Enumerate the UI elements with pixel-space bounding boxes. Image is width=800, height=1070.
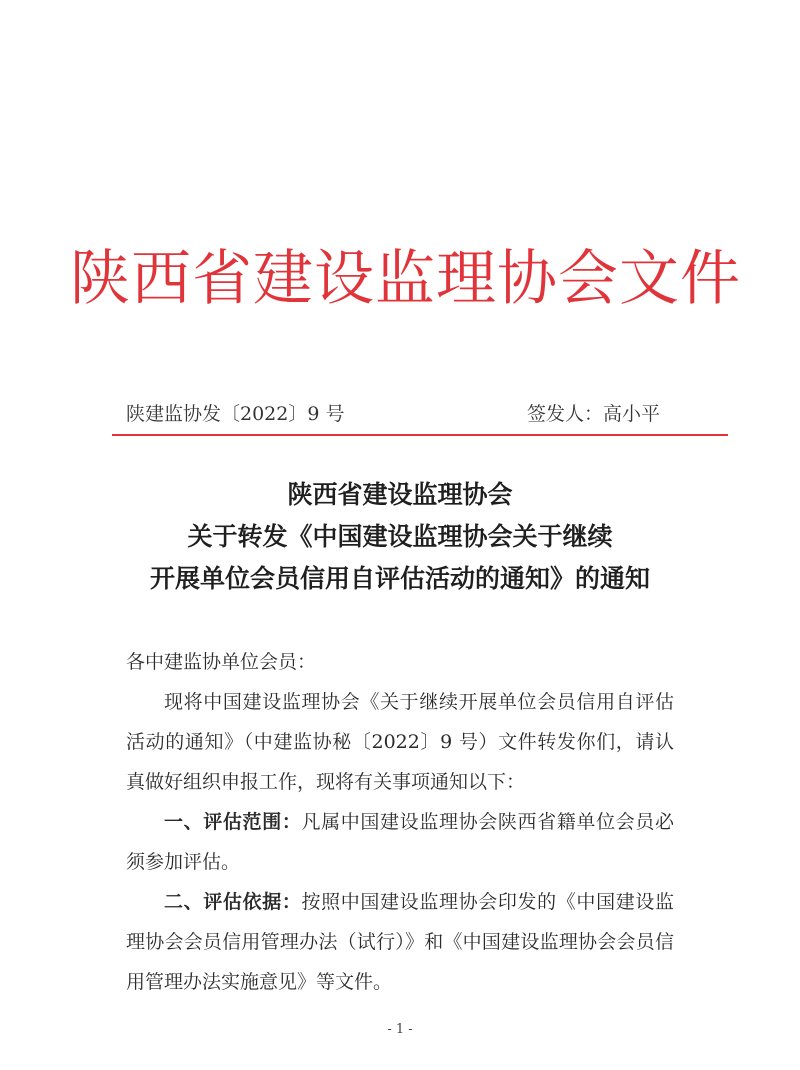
- red-divider-line: [112, 434, 728, 436]
- paragraph-scope-heading: 一、评估范围：: [164, 811, 302, 833]
- paragraph-intro-text: 现将中国建设监理协会《关于继续开展单位会员信用自评估活动的通知》（中建监协秘〔2022〕9 号）文件转发你们，请认真做好组织申报工作，现将有关事项通知以下：: [126, 691, 674, 793]
- letterhead-title: 陕西省建设监理协会文件: [70, 244, 741, 314]
- paragraph-basis-heading: 二、评估依据：: [164, 891, 302, 913]
- page-number: - 1 -: [387, 1022, 413, 1037]
- title-line-1: 陕西省建设监理协会: [287, 480, 513, 509]
- document-body: [126, 642, 674, 1002]
- title-line-2: 关于转发《中国建设监理协会关于继续: [187, 522, 613, 551]
- signer: 签发人：高小平: [526, 403, 660, 425]
- paragraph-basis-text: 按照中国建设监理协会印发的《中国建设监理协会会员信用管理办法（试行）》和《中国建设监理协会会员信用管理办法实施意见》等文件。: [126, 891, 674, 993]
- paragraph-basis: [126, 882, 674, 1002]
- document-number: 陕建监协发〔2022〕9 号: [126, 403, 345, 425]
- salutation: 各中建监协单位会员：: [126, 651, 317, 673]
- paragraph-intro: [126, 682, 674, 802]
- title-line-3: 开展单位会员信用自评估活动的通知》的通知: [149, 564, 650, 593]
- paragraph-scope: [126, 802, 674, 882]
- document-title: [80, 474, 720, 600]
- paragraph-scope-text: 凡属中国建设监理协会陕西省籍单位会员必须参加评估。: [126, 811, 674, 873]
